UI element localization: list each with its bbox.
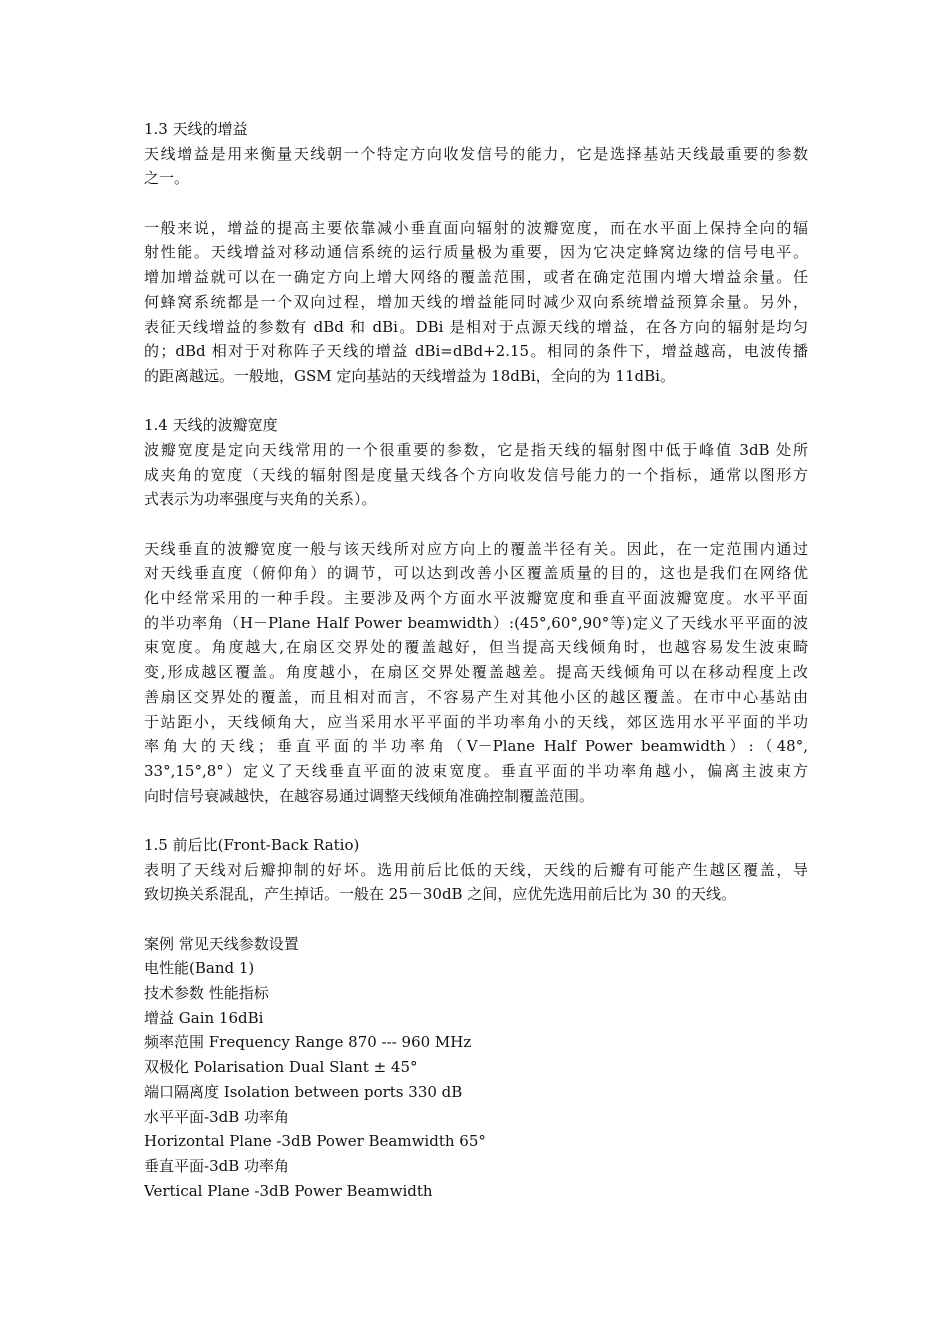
- case-heading: 案例 常见天线参数设置: [144, 934, 299, 953]
- paragraph-line: 表明了天线对后瓣抑制的好坏。选用前后比低的天线，天线的后瓣有可能产生越区覆盖，导: [144, 860, 808, 879]
- case-line: Vertical Plane -3dB Power Beamwidth: [144, 1181, 433, 1200]
- case-line: 增益 Gain 16dBi: [144, 1008, 264, 1027]
- paragraph-line: 致切换关系混乱，产生掉话。一般在 25－30dB 之间，应优先选用前后比为 30 的天线。: [144, 885, 736, 904]
- paragraph-gap: [144, 907, 808, 932]
- case-line: 水平平面-3dB 功率角: [144, 1107, 290, 1126]
- paragraph-line: 向时信号衰减越快，在越容易通过调整天线倾角准确控制覆盖范围。: [144, 786, 595, 805]
- case-line: 双极化 Polarisation Dual Slant ± 45°: [144, 1058, 418, 1077]
- case-line: 垂直平面-3dB 功率角: [144, 1156, 290, 1175]
- paragraph-line: 增加增益就可以在一确定方向上增大网络的覆盖范围，或者在确定范围内增大增益余量。任: [144, 268, 808, 287]
- paragraph-line: 成夹角的宽度（天线的辐射图是度量天线各个方向收发信号能力的一个指标，通常以图形方: [144, 465, 808, 484]
- paragraph-line: 化中经常采用的一种手段。主要涉及两个方面水平波瓣宽度和垂直平面波瓣宽度。水平平面: [144, 589, 808, 608]
- paragraph-line: 天线垂直的波瓣宽度一般与该天线所对应方向上的覆盖半径有关。因此，在一定范围内通过: [144, 539, 808, 558]
- paragraph-gap: [144, 808, 808, 833]
- case-line: 技术参数 性能指标: [144, 984, 269, 1003]
- paragraph-gap: [144, 191, 808, 216]
- paragraph-line: 的距离越远。一般地，GSM 定向基站的天线增益为 18dBi，全向的为 11dBi。: [144, 366, 675, 385]
- case-line: 频率范围 Frequency Range 870 --- 960 MHz: [144, 1033, 472, 1052]
- paragraph-line: 善扇区交界处的覆盖，而且相对而言，不容易产生对其他小区的越区覆盖。在市中心基站由: [144, 687, 808, 706]
- paragraph-gap: [144, 512, 808, 537]
- paragraph-line: 对天线垂直度（俯仰角）的调节，可以达到改善小区覆盖质量的目的，这也是我们在网络优: [144, 564, 808, 583]
- paragraph-line: 何蜂窝系统都是一个双向过程，增加天线的增益能同时减少双向系统增益预算余量。另外，: [144, 292, 808, 311]
- paragraph-line: 的；dBd 相对于对称阵子天线的增益 dBi=dBd+2.15。相同的条件下，增益越高，电波传播: [144, 342, 808, 361]
- paragraph-line: 于站距小，天线倾角大，应当采用水平平面的半功率角小的天线，郊区选用水平平面的半功: [144, 712, 808, 731]
- section-heading-1-4: 1.4 天线的波瓣宽度: [144, 416, 278, 435]
- paragraph-line: 束宽度。角度越大,在扇区交界处的覆盖越好，但当提高天线倾角时，也越容易发生波束畸: [144, 638, 808, 657]
- paragraph-line: 天线增益是用来衡量天线朝一个特定方向收发信号的能力，它是选择基站天线最重要的参数: [144, 144, 808, 163]
- paragraph-line: 一般来说，增益的提高主要依靠减小垂直面向辐射的波瓣宽度，而在水平面上保持全向的辐: [144, 218, 808, 237]
- case-line: Horizontal Plane -3dB Power Beamwidth 65°: [144, 1132, 486, 1151]
- document-page: [144, 117, 808, 1203]
- case-line: 端口隔离度 Isolation between ports 330 dB: [144, 1082, 463, 1101]
- section-heading-1-3: 1.3 天线的增益: [144, 120, 248, 138]
- paragraph-line: 变,形成越区覆盖。角度越小，在扇区交界处覆盖越差。提高天线倾角可以在移动程度上改: [144, 663, 808, 682]
- paragraph-line: 式表示为功率强度与夹角的关系）。: [144, 490, 377, 509]
- paragraph-line: 率角大的天线；垂直平面的半功率角（V－Plane Half Power beamwidth）:（48°,: [144, 737, 808, 756]
- paragraph-line: 的半功率角（H－Plane Half Power beamwidth）:(45°,60°,90°等)定义了天线水平平面的波: [144, 613, 808, 632]
- case-line: 电性能(Band 1): [144, 959, 255, 978]
- paragraph-line: 之一。: [144, 169, 190, 188]
- paragraph-line: 射性能。天线增益对移动通信系统的运行质量极为重要，因为它决定蜂窝边缘的信号电平。: [144, 243, 808, 262]
- paragraph-line: 33°,15°,8°）定义了天线垂直平面的波束宽度。垂直平面的半功率角越小，偏离主波束方: [144, 761, 808, 780]
- paragraph-line: 波瓣宽度是定向天线常用的一个很重要的参数，它是指天线的辐射图中低于峰值 3dB 处所: [144, 440, 808, 459]
- paragraph-gap: [144, 389, 808, 414]
- paragraph-line: 表征天线增益的参数有 dBd 和 dBi。DBi 是相对于点源天线的增益，在各方向的辐射是均匀: [144, 317, 808, 336]
- section-heading-1-5: 1.5 前后比(Front-Back Ratio): [144, 835, 360, 854]
